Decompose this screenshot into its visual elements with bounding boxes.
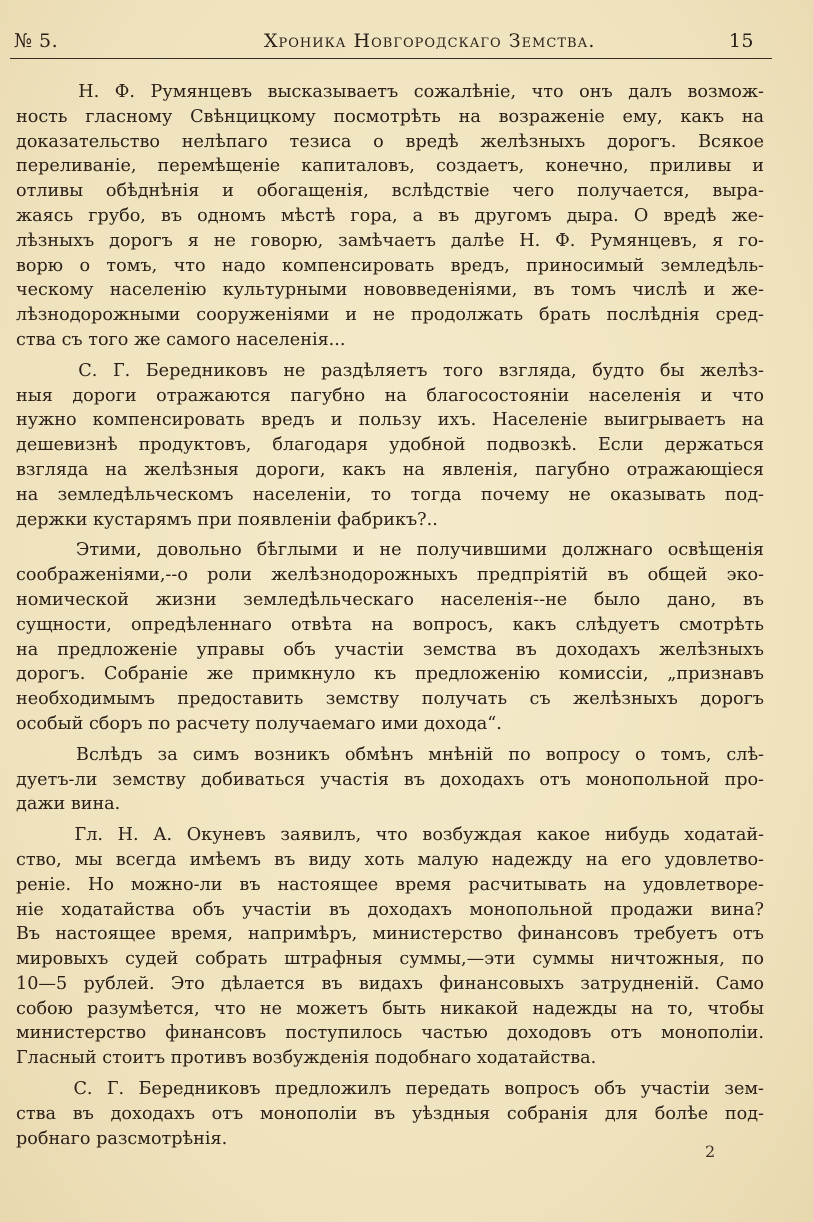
running-title: Хроника Новгородскаго Земства. <box>264 30 596 52</box>
text-line: реніе. Но можно-ли въ настоящее время расчитывать на удовлетворе- <box>16 874 764 895</box>
text-line: дажи вина. <box>16 794 121 815</box>
page-number: 15 <box>728 30 754 52</box>
text-line: ніе ходатайства объ участіи въ доходахъ монопольной продажи вина? <box>16 899 764 920</box>
text-line: Н. Ф. Румянцевъ высказываетъ сожалѣніе, что онъ далъ возмож- <box>16 82 764 102</box>
paragraph <box>16 359 764 533</box>
text-line: ство, мы всегда имѣемъ въ виду хоть малую надежду на его удовлетво- <box>16 849 764 870</box>
text-line: сущности, опредѣленнаго отвѣта на вопросъ, какъ слѣдуетъ смотрѣть <box>16 614 764 635</box>
text-line: робнаго разсмотрѣнія. <box>16 1128 228 1149</box>
text-line: Вслѣдъ за симъ возникъ обмѣнъ мнѣній по вопросу о томъ, слѣ- <box>16 744 764 765</box>
text-line: дешевизнѣ продуктовъ, благодаря удобной подвозкѣ. Если держаться <box>16 435 764 456</box>
text-line: Гласный стоитъ противъ возбужденія подобнаго ходатайства. <box>16 1048 597 1069</box>
text-line: отливы обѣднѣнія и обогащенія, вслѣдствіе чего получается, выра- <box>16 181 764 202</box>
text-line: особый сборъ по расчету получаемаго ими дохода“. <box>16 713 502 734</box>
text-line: номической жизни земледѣльческаго населенія--не было дано, въ <box>16 589 764 610</box>
text-line: 10—5 рублей. Это дѣлается въ видахъ финансовыхъ затрудненій. Само <box>16 973 764 994</box>
text-line: ства съ того же самого населенія... <box>16 329 346 350</box>
header-rule <box>10 58 772 59</box>
signature-mark: 2 <box>705 1142 716 1161</box>
text-line: дуетъ-ли земству добиваться участія въ доходахъ отъ монопольной про- <box>16 769 764 790</box>
text-line: С. Г. Бередниковъ не раздѣляетъ того взгляда, будто бы желѣз- <box>16 360 764 381</box>
text-line: Этими, довольно бѣглыми и не получившими должнаго освѣщенія <box>16 540 764 561</box>
text-line: лѣзныхъ дорогъ я не говорю, замѣчаетъ далѣе Н. Ф. Румянцевъ, я го- <box>16 230 764 251</box>
text-line: ныя дороги отражаются пагубно на благосостояніи населенія и что <box>16 385 764 406</box>
text-line: Гл. Н. А. Окуневъ заявилъ, что возбуждая какое нибудь ходатай- <box>16 825 764 846</box>
text-line: дорогъ. Собраніе же примкнуло къ предложенію комиссіи, „признавъ <box>16 664 764 685</box>
paragraph <box>16 538 764 736</box>
paragraph <box>16 743 764 817</box>
paragraph <box>16 1077 764 1151</box>
page-header <box>14 30 754 58</box>
text-line: нужно компенсировать вредъ и пользу ихъ. Населеніе выигрываетъ на <box>16 410 764 431</box>
text-line: необходимымъ предоставить земству получать съ желѣзныхъ дорогъ <box>16 689 764 710</box>
text-line: мировыхъ судей собрать штрафныя суммы,—эти суммы ничтожныя, по <box>16 949 764 970</box>
text-line: ческому населенію культурными нововведеніями, въ томъ числѣ и же- <box>16 280 764 301</box>
text-line: соображеніями,--о роли желѣзнодорожныхъ предпріятій въ общей эко- <box>16 565 764 586</box>
body-text <box>16 80 764 1151</box>
text-line: на земледѣльческомъ населеніи, то тогда почему не оказывать под- <box>16 484 764 505</box>
paragraph <box>16 823 764 1071</box>
text-line: С. Г. Бередниковъ предложилъ передать вопросъ объ участіи зем- <box>16 1079 764 1100</box>
text-line: лѣзнодорожными сооруженіями и не продолжать брать послѣднія сред- <box>16 305 764 326</box>
text-line: ства въ доходахъ отъ монополіи въ уѣздныя собранія для болѣе под- <box>16 1103 764 1124</box>
text-line: ность гласному Свѣнцицкому посмотрѣть на возраженіе ему, какъ на <box>16 106 764 127</box>
text-line: переливаніе, перемѣщеніе капиталовъ, создаетъ, конечно, приливы и <box>16 156 764 177</box>
text-line: взгляда на желѣзныя дороги, какъ на явленія, пагубно отражающіеся <box>16 459 764 480</box>
text-line: собою разумѣется, что не можетъ быть никакой надежды на то, чтобы <box>16 998 764 1019</box>
text-line: держки кустарямъ при появленіи фабрикъ?.. <box>16 509 438 530</box>
text-line: на предложеніе управы объ участіи земства въ доходахъ желѣзныхъ <box>16 639 764 660</box>
text-line: министерство финансовъ поступилось частью доходовъ отъ монополіи. <box>16 1023 764 1044</box>
paragraph <box>16 80 764 353</box>
text-line: доказательство нелѣпаго тезиса о вредѣ желѣзныхъ дорогъ. Всякое <box>16 131 764 152</box>
text-line: жаясь грубо, въ одномъ мѣстѣ гора, а въ другомъ дыра. О вредѣ же- <box>16 205 764 226</box>
text-line: Въ настоящее время, напримѣръ, министерство финансовъ требуетъ отъ <box>16 924 764 945</box>
issue-number: № 5. <box>14 30 59 52</box>
text-line: ворю о томъ, что надо компенсировать вредъ, приносимый земледѣль- <box>16 255 764 276</box>
